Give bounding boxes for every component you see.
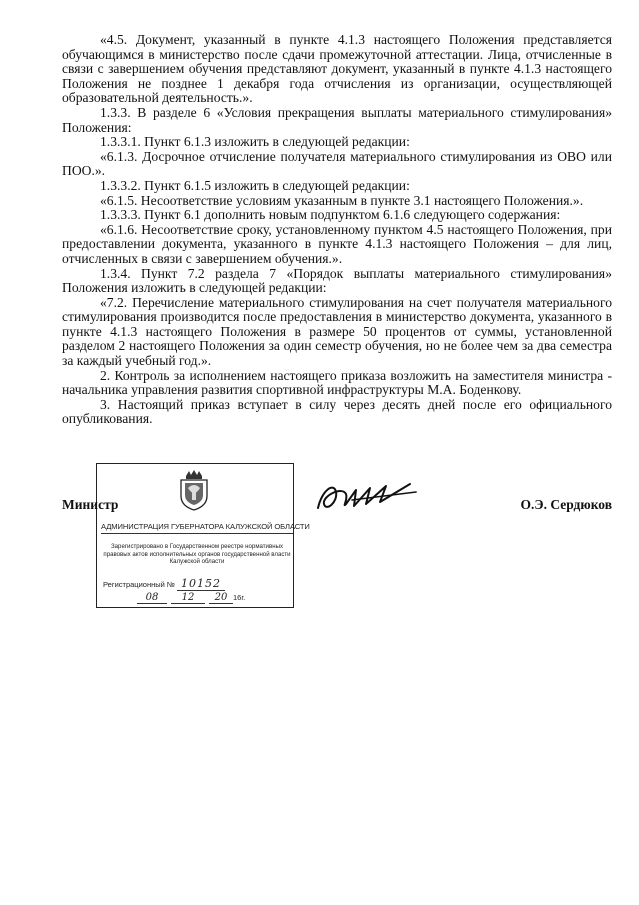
- stamp-note: Зарегистрировано в Государственном реестре нормативных правовых актов исполнительных органов государственной власти Калужской области: [103, 543, 291, 566]
- stamp-reg-label: Регистрационный №: [103, 580, 175, 589]
- paragraph-1-3-3-3: 1.3.3.3. Пункт 6.1 дополнить новым подпунктом 6.1.6 следующего содержания:: [100, 207, 561, 223]
- paragraph-3: 3. Настоящий приказ вступает в силу через десять дней после его официального опубликования.: [62, 396, 612, 427]
- paragraph-6-1-3: «6.1.3. Досрочное отчисление получателя материального стимулирования из ОВО или ПОО.».: [62, 148, 612, 179]
- paragraph-2: 2. Контроль за исполнением настоящего приказа возложить на заместителя министра - начальника управления развития спортивной инфраструктуры М.А. Боденкову.: [62, 367, 612, 398]
- registration-stamp: [96, 463, 310, 608]
- stamp-reg-number: 10152: [177, 577, 225, 591]
- stamp-date: [137, 592, 245, 604]
- stamp-date-year: 16: [233, 593, 242, 602]
- minister-name: О.Э. Сердюков: [520, 497, 612, 512]
- stamp-date-month: 12: [171, 592, 205, 604]
- paragraph-6-1-6: «6.1.6. Несоответствие сроку, установленному пунктом 4.5 настоящего Положения, при предоставлении документа, указанного в пункте 4.1.3 настоящего Положения – для лиц, отчисленных в связи с завершением обучения.».: [62, 221, 612, 266]
- minister-title: Министр: [62, 497, 119, 512]
- paragraph-1-3-3-2: 1.3.3.2. Пункт 6.1.5 изложить в следующей редакции:: [100, 177, 410, 193]
- paragraph-7-2: «7.2. Перечисление материального стимулирования на счет получателя материального стимулирования производится после предоставления в министерство документа, указанного в пункте 4.1.3 настоящего Положения в размере 50 процентов от суммы, установленной разделом 2 настоящего Положения за один семестр обучения, но не более чем за два семестра за каждый учебный год.».: [62, 294, 612, 369]
- stamp-date-year-prefix: 20: [209, 592, 233, 604]
- stamp-authority: АДМИНИСТРАЦИЯ ГУБЕРНАТОРА КАЛУЖСКОЙ ОБЛАСТИ: [101, 522, 293, 534]
- paragraph-1-3-4: 1.3.4. Пункт 7.2 раздела 7 «Порядок выплаты материального стимулирования» Положения изложить в следующей редакции:: [62, 265, 612, 296]
- stamp-registration: [103, 577, 225, 591]
- paragraph-1-3-3-1: 1.3.3.1. Пункт 6.1.3 изложить в следующей редакции:: [100, 134, 410, 150]
- paragraph-4-5: «4.5. Документ, указанный в пункте 4.1.3 настоящего Положения представляется обучающимся в министерство после сдачи промежуточной аттестации. Лица, отчисленные в связи с завершением обучения представляют документ, указанный в пункте 4.1.3 настоящего Положения не позднее 1 декабря года отчисления из организации, осуществляющей образовательной деятельность.».: [62, 32, 612, 106]
- signature-block: [62, 497, 612, 517]
- paragraph-1-3-3: 1.3.3. В разделе 6 «Условия прекращения выплаты материального стимулирования» Положения:: [62, 104, 612, 135]
- stamp-date-suffix: г.: [241, 593, 246, 602]
- document-body: [62, 33, 612, 427]
- paragraph-6-1-5: «6.1.5. Несоответствие условиям указанным в пункте 3.1 настоящего Положения.».: [100, 192, 584, 208]
- stamp-date-day: 08: [137, 592, 167, 604]
